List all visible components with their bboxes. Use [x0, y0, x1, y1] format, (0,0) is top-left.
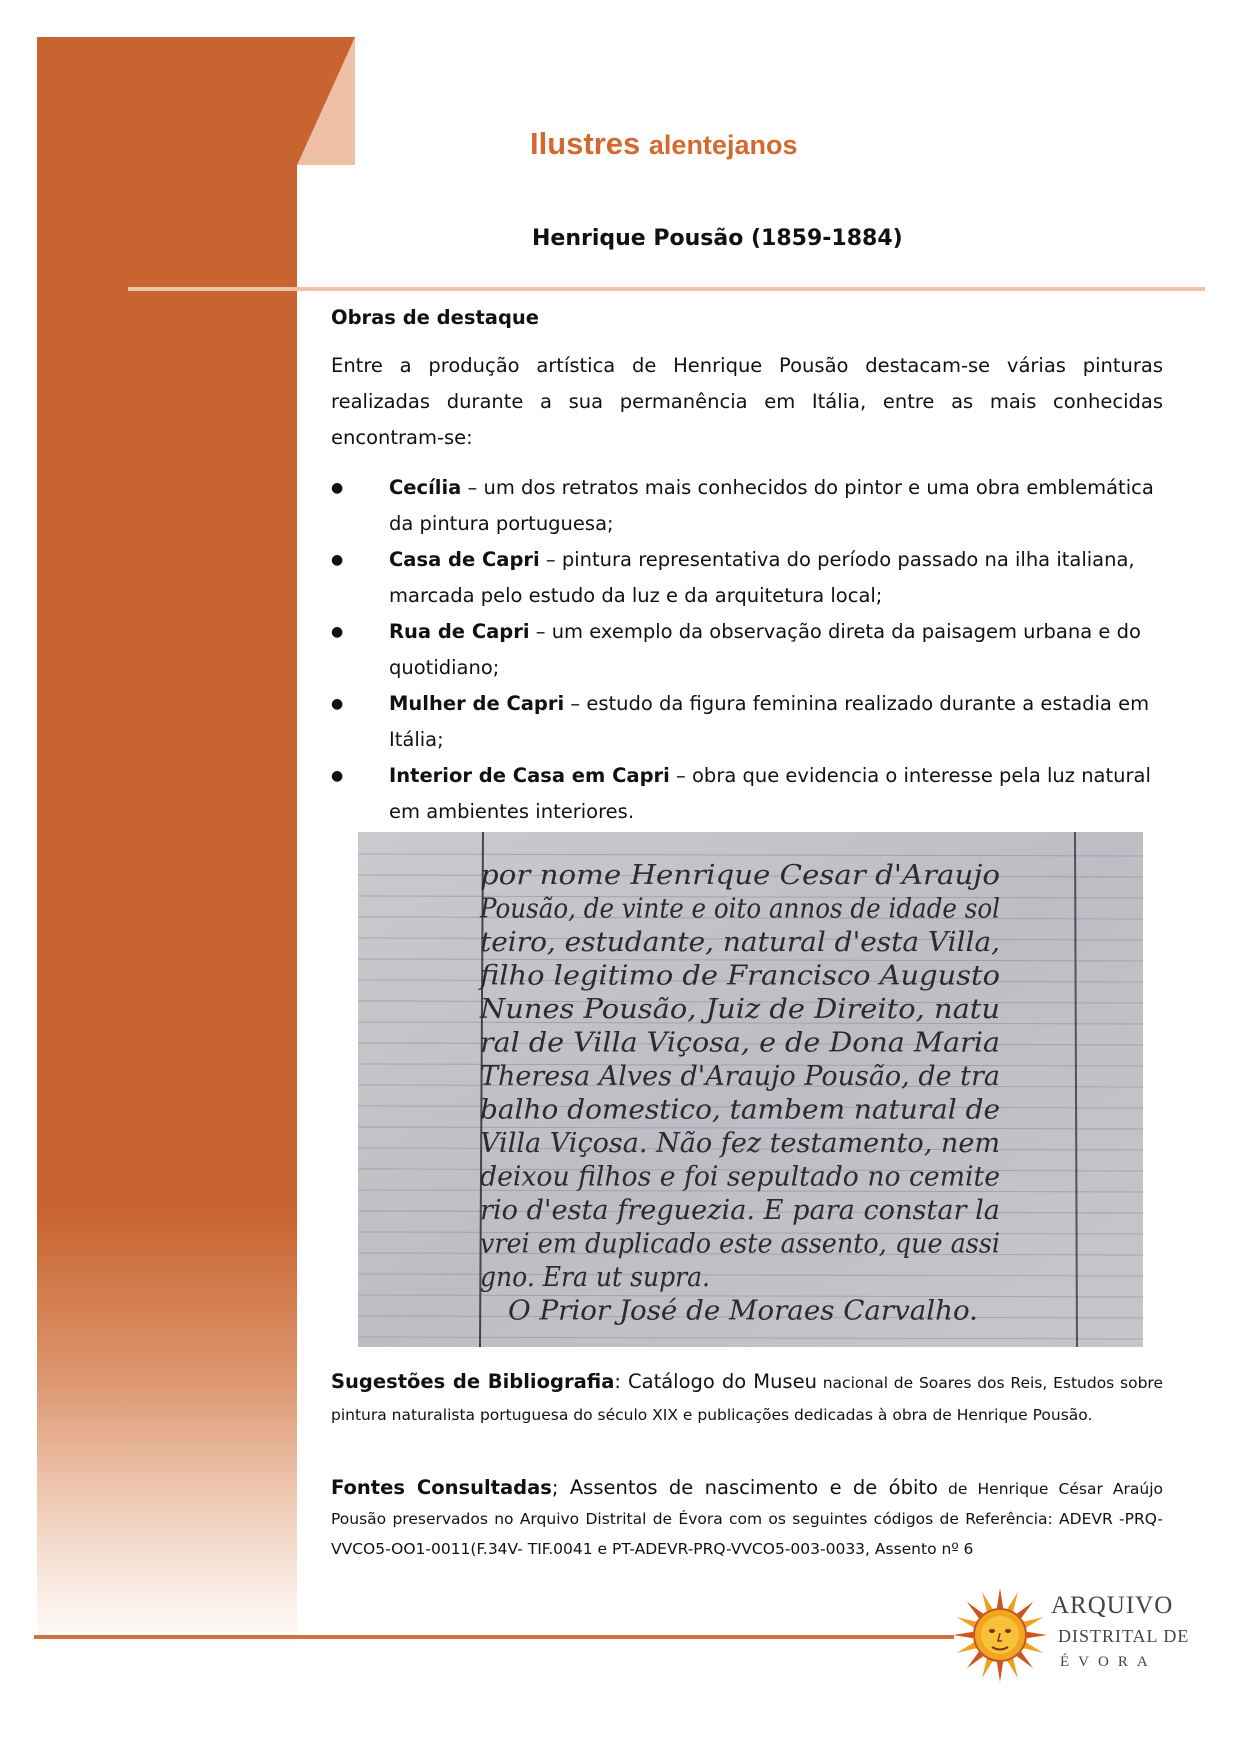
- manuscript-line: O Prior José de Moraes Carvalho.: [508, 1295, 978, 1327]
- sun-ray: [1017, 1652, 1033, 1669]
- bullet-icon: ●: [331, 552, 344, 568]
- work-description: – estudo da figura feminina realizado durante a estadia em Itália;: [389, 692, 1150, 751]
- manuscript-line: balho domestico, tambem natural de: [480, 1094, 1000, 1126]
- sun-ray: [957, 1642, 977, 1653]
- header-divider: [128, 287, 1205, 291]
- bibliography-text: nacional de Soares dos Reis, Estudos sobre pintura naturalista portuguesa do século XIX e publicações dedicadas à obra de Henrique Pousão.: [331, 1374, 1163, 1424]
- bullet-icon: ●: [331, 768, 344, 784]
- list-item: [331, 686, 1163, 758]
- manuscript-line: Nunes Pousão, Juiz de Direito, natu: [478, 994, 1000, 1025]
- bullet-icon: ●: [331, 624, 344, 640]
- work-description: – pintura representativa do período passado na ilha italiana, marcada pelo estudo da luz e da arquitetura local;: [389, 548, 1135, 607]
- list-item: [331, 542, 1163, 614]
- footer-divider: [34, 1635, 954, 1639]
- manuscript-line: teiro, estudante, natural d'esta Villa,: [480, 927, 1000, 958]
- main-content: [331, 300, 1163, 830]
- manuscript-line: Villa Viçosa. Não fez testamento, nem: [480, 1128, 1000, 1159]
- sun-ray: [997, 1588, 1003, 1608]
- list-item: [331, 614, 1163, 686]
- work-description: – um exemplo da observação direta da paisagem urbana e do quotidiano;: [389, 620, 1141, 679]
- sun-ray: [1017, 1602, 1033, 1619]
- work-name: Mulher de Capri: [389, 692, 565, 715]
- page-title: Henrique Pousão (1859-1884): [532, 226, 903, 251]
- work-name: Casa de Capri: [389, 548, 540, 571]
- manuscript-image: [358, 832, 1143, 1347]
- manuscript-line: por nome Henrique Cesar d'Araujo: [480, 860, 1000, 891]
- sun-ray: [997, 1662, 1003, 1682]
- intro-paragraph: Entre a produção artística de Henrique Pousão destacam-se várias pinturas realizadas durante a sua permanência em Itália, entre as mais conhecidas encontram-se:: [331, 354, 1163, 449]
- series-title-rest: alentejanos: [648, 130, 798, 160]
- logo-line-3: ÉVORA: [1060, 1654, 1157, 1670]
- corner-accent-triangle: [297, 37, 355, 165]
- sources-lead: ; Assentos de nascimento e de óbito: [551, 1476, 938, 1499]
- manuscript-line: gno. Era ut supra.: [480, 1262, 710, 1293]
- sun-ray: [1007, 1592, 1018, 1612]
- series-title-main: Ilustres: [530, 126, 641, 161]
- sources-text: de Henrique César Araújo Pousão preservados no Arquivo Distrital de Évora com os seguintes códigos de Referência: ADEVR -PRQ-VVCO5-OO1-0011(F.34V- TIF.0041 e PT-ADEVR-PRQ-VVCO5-003-0033, Assento nº 6: [331, 1480, 1163, 1558]
- manuscript-line: vrei em duplicado este assento, que assi: [480, 1228, 1000, 1260]
- work-name: Cecília: [389, 476, 462, 499]
- manuscript-line: Theresa Alves d'Araujo Pousão, de tra: [480, 1061, 1000, 1092]
- sun-ray: [953, 1632, 973, 1638]
- sun-ray: [967, 1652, 984, 1669]
- sources-label: Fontes Consultadas: [331, 1476, 552, 1499]
- work-description: – um dos retratos mais conhecidos do pintor e uma obra emblemática da pintura portuguesa;: [389, 476, 1154, 535]
- sun-ray: [1024, 1617, 1044, 1628]
- work-name: Interior de Casa em Capri: [389, 764, 670, 787]
- manuscript-line: Pousão, de vinte e oito annos de idade sol: [479, 893, 1000, 925]
- logo-line-1: ARQUIVO: [1051, 1592, 1174, 1619]
- bullet-icon: ●: [331, 480, 344, 496]
- bullet-icon: ●: [331, 696, 344, 712]
- bibliography-lead: : Catálogo do Museu: [614, 1370, 817, 1393]
- logo-line-2: DISTRITAL DE: [1058, 1626, 1190, 1646]
- manuscript-line: ral de Villa Viçosa, e de Dona Maria: [480, 1027, 1000, 1059]
- manuscript-line: deixou filhos e foi sepultado no cemite: [480, 1161, 1000, 1193]
- series-title: [530, 126, 797, 162]
- list-item: [331, 470, 1163, 542]
- sun-ray: [957, 1617, 977, 1628]
- list-item: [331, 758, 1163, 830]
- bibliography-note: [331, 1366, 1163, 1431]
- works-list: [331, 470, 1163, 830]
- sources-note: [331, 1473, 1163, 1564]
- sun-ray: [1027, 1632, 1047, 1638]
- archive-logo: [950, 1580, 1190, 1690]
- manuscript-line: rio d'esta freguezia. E para constar la: [480, 1195, 1000, 1226]
- manuscript-line: filho legitimo de Francisco Augusto: [477, 960, 1000, 992]
- section-heading: Obras de destaque: [331, 306, 540, 329]
- sun-ray: [967, 1602, 984, 1619]
- sun-ray: [982, 1592, 993, 1612]
- bibliography-label: Sugestões de Bibliografia: [331, 1370, 615, 1393]
- sun-ray: [982, 1659, 993, 1679]
- work-description: – obra que evidencia o interesse pela luz natural em ambientes interiores.: [389, 764, 1151, 823]
- sun-icon: [950, 1585, 1050, 1685]
- sun-ray: [1007, 1659, 1018, 1679]
- sun-ray: [1024, 1642, 1044, 1653]
- work-name: Rua de Capri: [389, 620, 530, 643]
